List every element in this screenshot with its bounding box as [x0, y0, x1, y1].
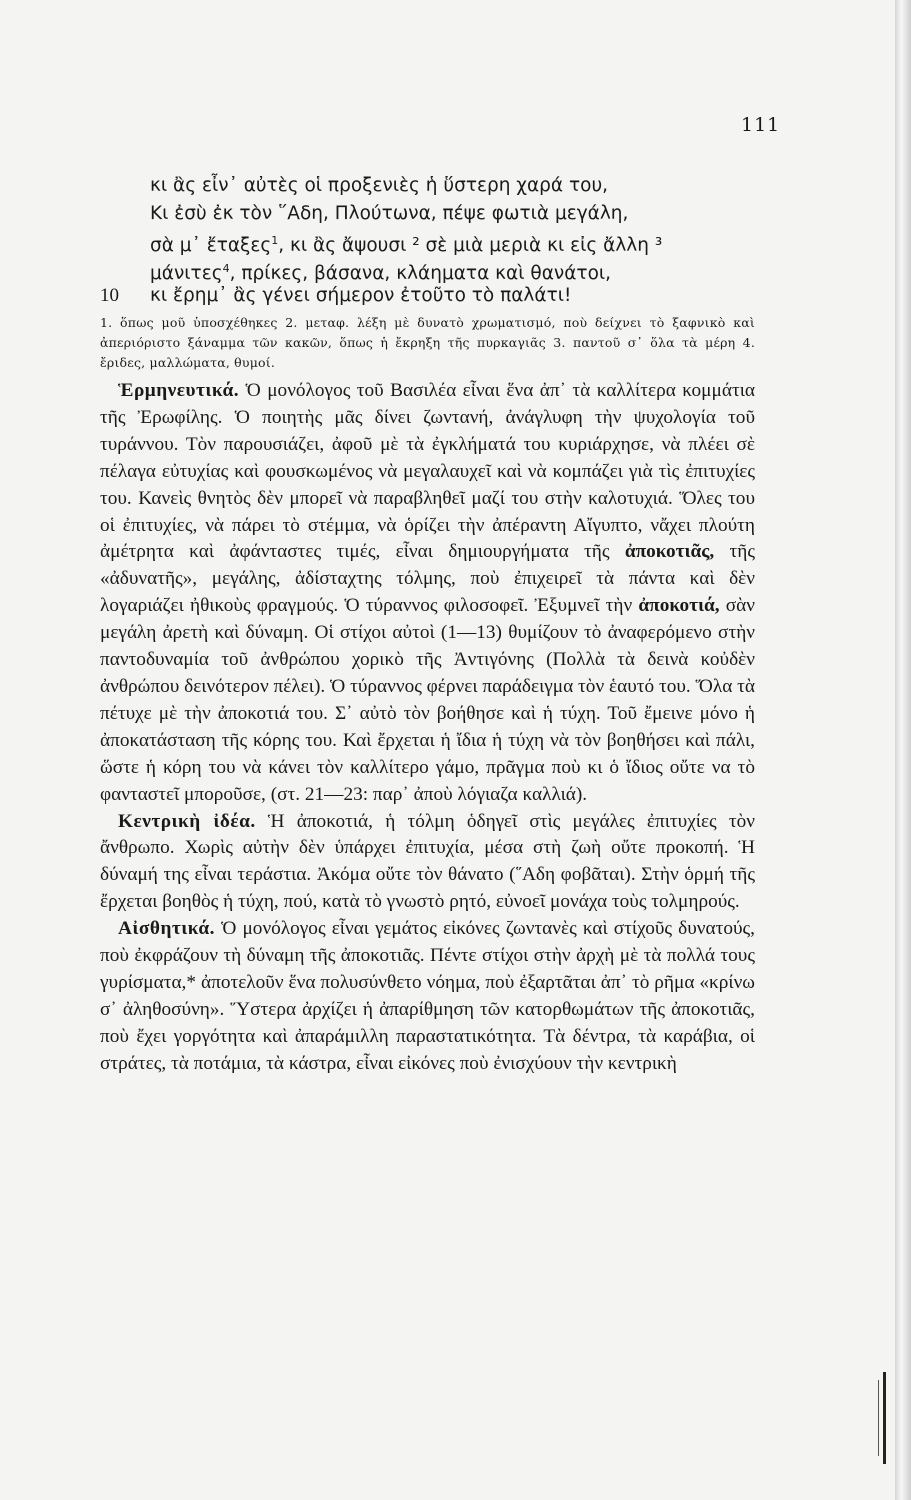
central-idea-paragraph — [100, 809, 755, 917]
emphasis-word: ἀποκοτιᾶς, — [624, 541, 715, 563]
line-number: 10 — [100, 285, 119, 306]
paragraph-text: Ὁ μονόλογος εἶναι γεμάτος εἰκόνες ζωντανὲς καὶ στίχοῦς δυνατούς, ποὺ ἐκφράζουν τὴ δύναμη τῆς ἀποκοτιᾶς. Πέντε στίχοι στὴν ἀρχὴ μὲ τὰ πολλά τους γυρίσματα,* ἀποτελοῦν ἕνα πολυσύνθετο νόημα, ποὺ ἐξαρτᾶται ἀπ᾿ τὸ ρῆμα «κρίνω σ᾿ ἀληθοσύνη». Ὕστερα ἀρχίζει ἡ ἀπαρίθμηση τῶν κατορθωμάτων τῆς ἀποκοτιᾶς, ποὺ ἔχει γοργότητα καὶ ἀπαράμιλλη παραστατικότητα. Τὰ δέντρα, τὰ καράβια, οἱ στράτες, τὰ ποτάμια, τὰ κάστρα, εἶναι εἰκόνες ποὺ ἐνισχύουν τὴν κεντρικὴ — [100, 918, 755, 1074]
footnote-marker: 1 — [271, 234, 279, 247]
poem-line-text-rest: , κι ἂς ἄψουσι ² σὲ μιὰ μεριὰ κι εἰς ἄλλη ³ — [278, 235, 663, 257]
paragraph-text: τῆς «ἀδυνατῆς», μεγάλης, ἀδίσταχτης τόλμης, ποὺ ἐπιχειρεῖ τὰ πάντα καὶ δὲν λογαριάζει ἠθικοὺς φραγμούς. Ὁ τύραννος φιλοσοφεῖ. Ἐξυμνεῖ τὴν — [100, 541, 755, 617]
section-heading-central-idea: Κεντρικὴ ἰδέα. — [118, 810, 256, 832]
glossary-notes: 1. ὅπως μοῦ ὑποσχέθηκες 2. μεταφ. λέξη μὲ δυνατὸ χρωματισμό, ποὺ δείχνει τὸ ξαφνικὸ καὶ ἀπεριόριστο ξάναμμα τῶν κακῶν, ὅπως ἡ ἔκρηξη τῆς πυρκαγιᾶς 3. παντοῦ σ᾿ ὅλα τὰ μέρη 4. ἔριδες, μαλλώματα, θυμοί. — [100, 315, 755, 370]
paragraph-text: Ὁ μονόλογος τοῦ Βασιλέα εἶναι ἕνα ἀπ᾿ τὰ καλλίτερα κομμάτια τῆς Ἐρωφίλης. Ὁ ποιητὴς μᾶς δίνει ζωντανή, ἀνάγλυφη τὴν ψυχολογία τοῦ τυράννου. Τὸν παρουσιάζει, ἀφοῦ μὲ τὰ ἐγκλήματά του κυριάρχησε, νὰ πλέει σὲ πέλαγα εὐτυχίας καὶ φουσκωμένος νὰ μεγαλαυχεῖ καὶ νὰ κομπάζει γιὰ τὶς ἐπιτυχίες του. Κανεὶς θνητὸς δὲν μπορεῖ νὰ παραβληθεῖ μαζί του στὴν καλοτυχιά. Ὅλες του οἱ ἐπιτυχίες, νὰ πάρει τὸ στέμμα, νὰ ὁρίζει τὴν ἀπέραντη Αἴγυπτο, νἄχει πλούτη ἀμέτρητα καὶ ἀφάνταστες τιμές, εἶναι δημιουργήματα τῆς — [100, 380, 755, 563]
poem-line-text: Κι ἐσὺ ἐκ τὸν ῞Αδη, Πλούτωνα, πέψε φωτιὰ μεγάλη, — [150, 202, 629, 224]
paragraph-text: σὰν μεγάλη ἀρετὴ καὶ δύναμη. Οἱ στίχοι αὐτοὶ (1—13) θυμίζουν τὸ ἀναφερόμενο στὴν παντοδυναμία τοῦ ἀνθρώπου χορικὸ τῆς Ἀντιγόνης (Πολλὰ τὰ δεινὰ κοὐδὲν ἀνθρώπου δεινότερον πέλει). Ὁ τύραννος φέρνει παράδειγμα τὸν ἑαυτό του. Ὅλα τὰ πέτυχε μὲ τὴν ἀποκοτιά του. Σ᾿ αὐτὸ τὸν βοήθησε καὶ ἡ τύχη. Τοῦ ἔμεινε μόνο ἡ ἀποκατάσταση τῆς κόρης του. Καὶ ἔρχεται ἡ ἴδια ἡ τύχη νὰ τὸν βοηθήσει καὶ πάλι, ὥστε ἡ κόρη του νὰ κάνει τὸν καλλίτερο γάμο, πρᾶγμα ποὺ κι ὁ ἴδιος οὔτε να τὸ φανταστεῖ μποροῦσε, (στ. 21—23: παρ᾿ ἀποὺ λόγιαζα καλλιά). — [100, 595, 755, 805]
paragraph-text: Ἡ ἀποκοτιά, ἡ τόλμη ὁδηγεῖ στὶς μεγάλες ἐπιτυχίες τὸν ἄνθρωπο. Χωρὶς αὐτὴν δὲν ὑπάρχει ἐπιτυχία, μέσα στὴ ζωὴ οὔτε προκοπή. Ἡ δύναμή της εἶναι τεράστια. Ἀκόμα οὔτε τὸν θάνατο (῞Αδη φοβᾶται). Στὴν ὁρμή τῆς ἔρχεται βοηθὸς ἡ τύχη, πού, κατὰ τὸ γνωστὸ ρητό, εὐνοεῖ μονάχα τοὺς τολμηρούς. — [100, 810, 755, 913]
interpretation-paragraph — [100, 378, 755, 809]
section-heading-aesthetic: Αἰσθητικά. — [118, 918, 215, 940]
margin-line-mark — [878, 1380, 879, 1456]
page-edge — [895, 0, 911, 1500]
commentary-body — [100, 378, 755, 1078]
page-number: 111 — [741, 114, 781, 136]
poem-line — [100, 282, 662, 310]
poem-line-text: κι ἔρημ᾿ ἂς γένει σήμερον ἐτοῦτο τὸ παλάτι! — [150, 285, 572, 306]
emphasis-word: ἀποκοτιά, — [638, 595, 720, 617]
poem-line — [100, 172, 662, 200]
poem-excerpt — [100, 172, 662, 310]
poem-line-text-rest: , πρίκες, βάσανα, κλάηματα καὶ θανάτοι, — [229, 262, 612, 284]
section-heading-interpretive: Ἑρμηνευτικά. — [118, 380, 240, 401]
poem-line-text: κι ἂς εἶν᾿ αὐτὲς οἱ προξενιὲς ἡ ὕστερη χαρά του, — [150, 175, 609, 196]
footnote-marker: 4 — [222, 261, 230, 275]
poem-line — [100, 227, 662, 255]
poem-line-text: μάνιτες — [150, 262, 223, 284]
poem-line-text: σὰ μ᾿ ἔταξες — [150, 235, 272, 257]
poem-line — [100, 255, 662, 283]
margin-line-mark — [883, 1372, 886, 1464]
poem-line — [100, 200, 662, 228]
aesthetic-paragraph — [100, 916, 755, 1077]
